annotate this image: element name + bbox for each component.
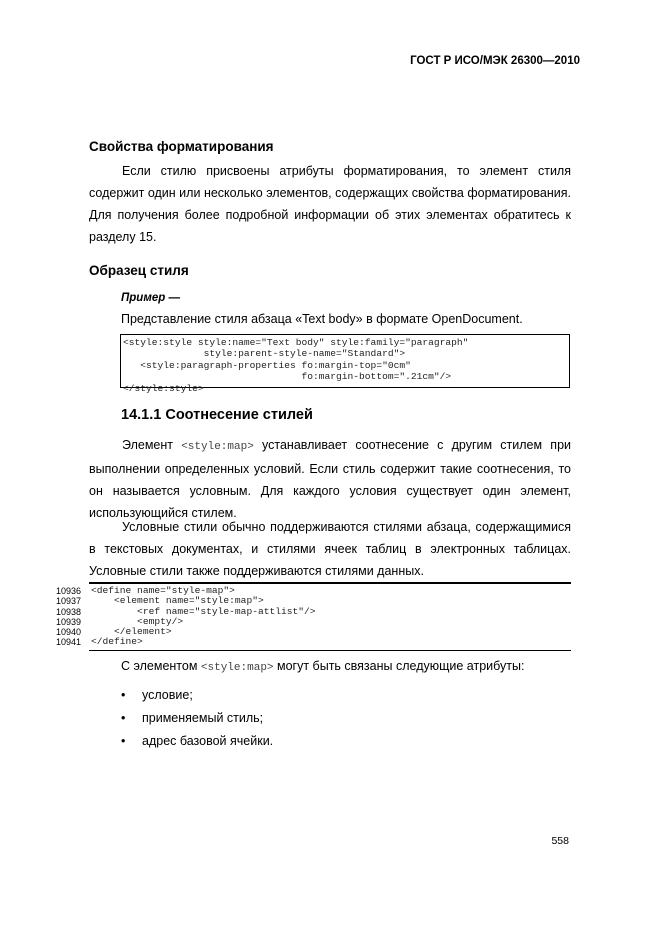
- code-line: </style:style>: [123, 382, 204, 394]
- code-example-box: [120, 334, 570, 394]
- line-number: 10938: [55, 606, 81, 617]
- schema-code-line: <empty/>: [91, 615, 184, 627]
- example-label: Пример —: [121, 292, 180, 304]
- line-number: 10941: [55, 637, 81, 648]
- line-number: 10936: [55, 586, 81, 596]
- intro-text: могут быть связаны следующие атрибуты:: [273, 659, 525, 673]
- inline-code: <style:map>: [200, 662, 274, 674]
- schema-line-numbers: [47, 586, 81, 648]
- paragraph-conditional-styles: Условные стили обычно поддерживаются стилями абзаца, содержащимися в текстовых документах, и стилями ячеек таблиц в электронных таблицах. Условные стили также поддерживаются стилями данных.: [89, 520, 571, 578]
- inline-code: <style:map>: [181, 441, 254, 453]
- bullet-icon: •: [121, 734, 126, 748]
- intro-text: С элементом: [121, 659, 201, 673]
- line-number: 10940: [55, 627, 81, 638]
- schema-code-line: </element>: [91, 626, 172, 638]
- page-number: 558: [551, 835, 569, 847]
- bullet-text: адрес базовой ячейки.: [142, 734, 274, 748]
- example-caption: Представление стиля абзаца «Text body» в формате OpenDocument.: [121, 312, 523, 326]
- paragraph-formatting: Если стилю присвоены атрибуты форматирования, то элемент стиля содержит один или несколько элементов, содержащих свойства форматирования. Для получения более подробной информации об этих элементах обратитесь к разделу 15.: [89, 164, 571, 244]
- schema-bottom-rule: [89, 650, 571, 651]
- schema-code-line: <element name="style:map">: [91, 595, 264, 607]
- paragraph-text: Элемент: [122, 438, 182, 452]
- section-heading-14-1-1: 14.1.1 Соотнесение стилей: [121, 407, 313, 423]
- code-line: fo:margin-bottom=".21cm"/>: [123, 371, 452, 383]
- code-line: style:parent-style-name="Standard">: [123, 348, 406, 360]
- section-heading-sample: Образец стиля: [89, 263, 189, 278]
- bullet-icon: •: [121, 688, 126, 702]
- line-number: 10939: [55, 616, 81, 627]
- paragraph-text: устанавливает соотнесение с другим стилем при выполнении определенных условий. Если стиль содержит такие соотнесения, то он называется условным. Для каждого условия существует один элемент, использующийся стилем.: [89, 438, 572, 520]
- bullet-text: условие;: [142, 688, 193, 702]
- attributes-intro: [121, 659, 524, 674]
- schema-top-rule: [89, 582, 571, 584]
- paragraph-style-map: [89, 434, 571, 524]
- schema-code: [91, 586, 316, 648]
- code-line: <style:style style:name="Text body" style:family="paragraph": [123, 337, 469, 348]
- schema-code-line: <ref name="style-map-attlist"/>: [91, 605, 316, 617]
- line-number: 10937: [55, 596, 81, 607]
- schema-code-line: <define name="style-map">: [91, 585, 235, 596]
- schema-code-line: </define>: [91, 636, 143, 648]
- section-heading-formatting: Свойства форматирования: [89, 139, 274, 154]
- bullet-text: применяемый стиль;: [142, 711, 264, 725]
- bullet-icon: •: [121, 711, 126, 725]
- document-header: ГОСТ Р ИСО/МЭК 26300—2010: [410, 55, 580, 67]
- code-line: <style:paragraph-properties fo:margin-top="0cm": [123, 359, 411, 371]
